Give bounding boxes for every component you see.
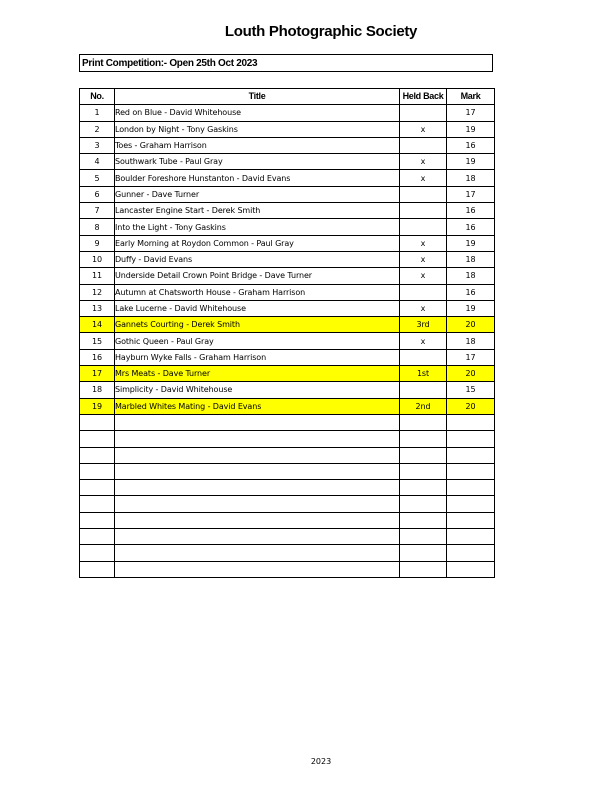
cell-mark: 17 (447, 186, 495, 202)
results-body (80, 105, 495, 578)
empty-cell (115, 431, 400, 447)
cell-held-back: x (400, 121, 447, 137)
cell-no: 11 (80, 268, 115, 284)
cell-title: Lancaster Engine Start - Derek Smith (115, 203, 400, 219)
empty-cell (447, 496, 495, 512)
empty-cell (80, 529, 115, 545)
table-row (80, 268, 495, 284)
cell-mark: 18 (447, 268, 495, 284)
empty-cell (115, 414, 400, 430)
empty-row (80, 447, 495, 463)
empty-cell (80, 447, 115, 463)
cell-no: 3 (80, 137, 115, 153)
cell-mark: 20 (447, 317, 495, 333)
empty-cell (80, 480, 115, 496)
table-row (80, 154, 495, 170)
cell-title: Into the Light - Tony Gaskins (115, 219, 400, 235)
cell-held-back: x (400, 333, 447, 349)
cell-held-back: x (400, 170, 447, 186)
cell-mark: 18 (447, 251, 495, 267)
empty-row (80, 512, 495, 528)
empty-cell (115, 529, 400, 545)
cell-title: Gannets Courting - Derek Smith (115, 317, 400, 333)
empty-cell (115, 447, 400, 463)
cell-mark: 19 (447, 235, 495, 251)
table-row (80, 349, 495, 365)
cell-mark: 18 (447, 170, 495, 186)
cell-no: 17 (80, 366, 115, 382)
cell-held-back (400, 382, 447, 398)
cell-title: Gunner - Dave Turner (115, 186, 400, 202)
table-header-row (80, 89, 495, 105)
page-title: Louth Photographic Society (224, 23, 418, 40)
empty-cell (447, 431, 495, 447)
cell-mark: 19 (447, 300, 495, 316)
table-row (80, 300, 495, 316)
empty-cell (80, 414, 115, 430)
cell-mark: 15 (447, 382, 495, 398)
competition-box (79, 54, 493, 72)
empty-cell (400, 480, 447, 496)
empty-row (80, 463, 495, 479)
cell-held-back (400, 105, 447, 121)
cell-no: 1 (80, 105, 115, 121)
cell-no: 2 (80, 121, 115, 137)
table-row (80, 317, 495, 333)
empty-cell (400, 545, 447, 561)
cell-title: Marbled Whites Mating - David Evans (115, 398, 400, 414)
cell-title: Simplicity - David Whitehouse (115, 382, 400, 398)
empty-cell (400, 561, 447, 577)
cell-title: Underside Detail Crown Point Bridge - Dave Turner (115, 268, 400, 284)
cell-no: 9 (80, 235, 115, 251)
empty-cell (447, 561, 495, 577)
table-row (80, 366, 495, 382)
empty-cell (400, 414, 447, 430)
cell-mark: 16 (447, 284, 495, 300)
column-header-title: Title (115, 89, 400, 105)
empty-cell (400, 496, 447, 512)
table-row (80, 382, 495, 398)
empty-cell (115, 480, 400, 496)
cell-held-back: 2nd (400, 398, 447, 414)
empty-cell (447, 545, 495, 561)
empty-cell (400, 447, 447, 463)
empty-cell (115, 512, 400, 528)
cell-mark: 18 (447, 333, 495, 349)
cell-mark: 17 (447, 349, 495, 365)
cell-title: Duffy - David Evans (115, 251, 400, 267)
empty-row (80, 480, 495, 496)
cell-mark: 17 (447, 105, 495, 121)
table-row (80, 235, 495, 251)
empty-cell (80, 431, 115, 447)
cell-no: 7 (80, 203, 115, 219)
empty-row (80, 545, 495, 561)
cell-no: 10 (80, 251, 115, 267)
cell-no: 18 (80, 382, 115, 398)
column-header-held-back: Held Back (400, 89, 447, 105)
cell-mark: 20 (447, 398, 495, 414)
table-row (80, 251, 495, 267)
empty-row (80, 496, 495, 512)
cell-no: 14 (80, 317, 115, 333)
empty-cell (447, 463, 495, 479)
empty-cell (400, 463, 447, 479)
cell-no: 8 (80, 219, 115, 235)
cell-held-back: 3rd (400, 317, 447, 333)
empty-cell (400, 431, 447, 447)
table-row (80, 284, 495, 300)
empty-cell (80, 512, 115, 528)
cell-held-back (400, 137, 447, 153)
cell-no: 6 (80, 186, 115, 202)
cell-title: London by Night - Tony Gaskins (115, 121, 400, 137)
empty-row (80, 414, 495, 430)
cell-held-back: 1st (400, 366, 447, 382)
cell-held-back: x (400, 268, 447, 284)
footer-year: 2023 (310, 757, 332, 766)
competition-title: Print Competition:- Open 25th Oct 2023 (82, 58, 258, 69)
empty-cell (447, 414, 495, 430)
empty-cell (115, 463, 400, 479)
empty-cell (400, 529, 447, 545)
cell-mark: 20 (447, 366, 495, 382)
table-row (80, 333, 495, 349)
cell-held-back: x (400, 154, 447, 170)
cell-mark: 19 (447, 121, 495, 137)
table-row (80, 398, 495, 414)
cell-held-back: x (400, 300, 447, 316)
column-header-no: No. (80, 89, 115, 105)
cell-title: Toes - Graham Harrison (115, 137, 400, 153)
cell-no: 13 (80, 300, 115, 316)
empty-row (80, 431, 495, 447)
cell-no: 16 (80, 349, 115, 365)
cell-held-back: x (400, 251, 447, 267)
empty-cell (400, 512, 447, 528)
cell-held-back (400, 284, 447, 300)
empty-cell (80, 496, 115, 512)
empty-cell (115, 545, 400, 561)
cell-title: Mrs Meats - Dave Turner (115, 366, 400, 382)
cell-title: Early Morning at Roydon Common - Paul Gray (115, 235, 400, 251)
cell-held-back (400, 203, 447, 219)
empty-cell (447, 480, 495, 496)
cell-held-back (400, 219, 447, 235)
table-row (80, 170, 495, 186)
cell-no: 4 (80, 154, 115, 170)
empty-row (80, 561, 495, 577)
table-row (80, 186, 495, 202)
empty-cell (80, 463, 115, 479)
cell-held-back: x (400, 235, 447, 251)
empty-cell (447, 447, 495, 463)
cell-no: 5 (80, 170, 115, 186)
cell-title: Red on Blue - David Whitehouse (115, 105, 400, 121)
table-row (80, 121, 495, 137)
empty-cell (80, 561, 115, 577)
column-header-mark: Mark (447, 89, 495, 105)
empty-cell (80, 545, 115, 561)
cell-held-back (400, 186, 447, 202)
cell-title: Gothic Queen - Paul Gray (115, 333, 400, 349)
results-table (79, 88, 495, 578)
cell-title: Boulder Foreshore Hunstanton - David Evans (115, 170, 400, 186)
table-row (80, 203, 495, 219)
empty-cell (447, 529, 495, 545)
cell-held-back (400, 349, 447, 365)
cell-no: 19 (80, 398, 115, 414)
cell-mark: 19 (447, 154, 495, 170)
cell-mark: 16 (447, 203, 495, 219)
empty-cell (447, 512, 495, 528)
empty-cell (115, 496, 400, 512)
table-row (80, 137, 495, 153)
empty-row (80, 529, 495, 545)
cell-mark: 16 (447, 219, 495, 235)
empty-cell (115, 561, 400, 577)
cell-title: Lake Lucerne - David Whitehouse (115, 300, 400, 316)
cell-title: Hayburn Wyke Falls - Graham Harrison (115, 349, 400, 365)
table-row (80, 219, 495, 235)
table-row (80, 105, 495, 121)
cell-mark: 16 (447, 137, 495, 153)
cell-no: 15 (80, 333, 115, 349)
cell-title: Autumn at Chatsworth House - Graham Harrison (115, 284, 400, 300)
cell-title: Southwark Tube - Paul Gray (115, 154, 400, 170)
cell-no: 12 (80, 284, 115, 300)
